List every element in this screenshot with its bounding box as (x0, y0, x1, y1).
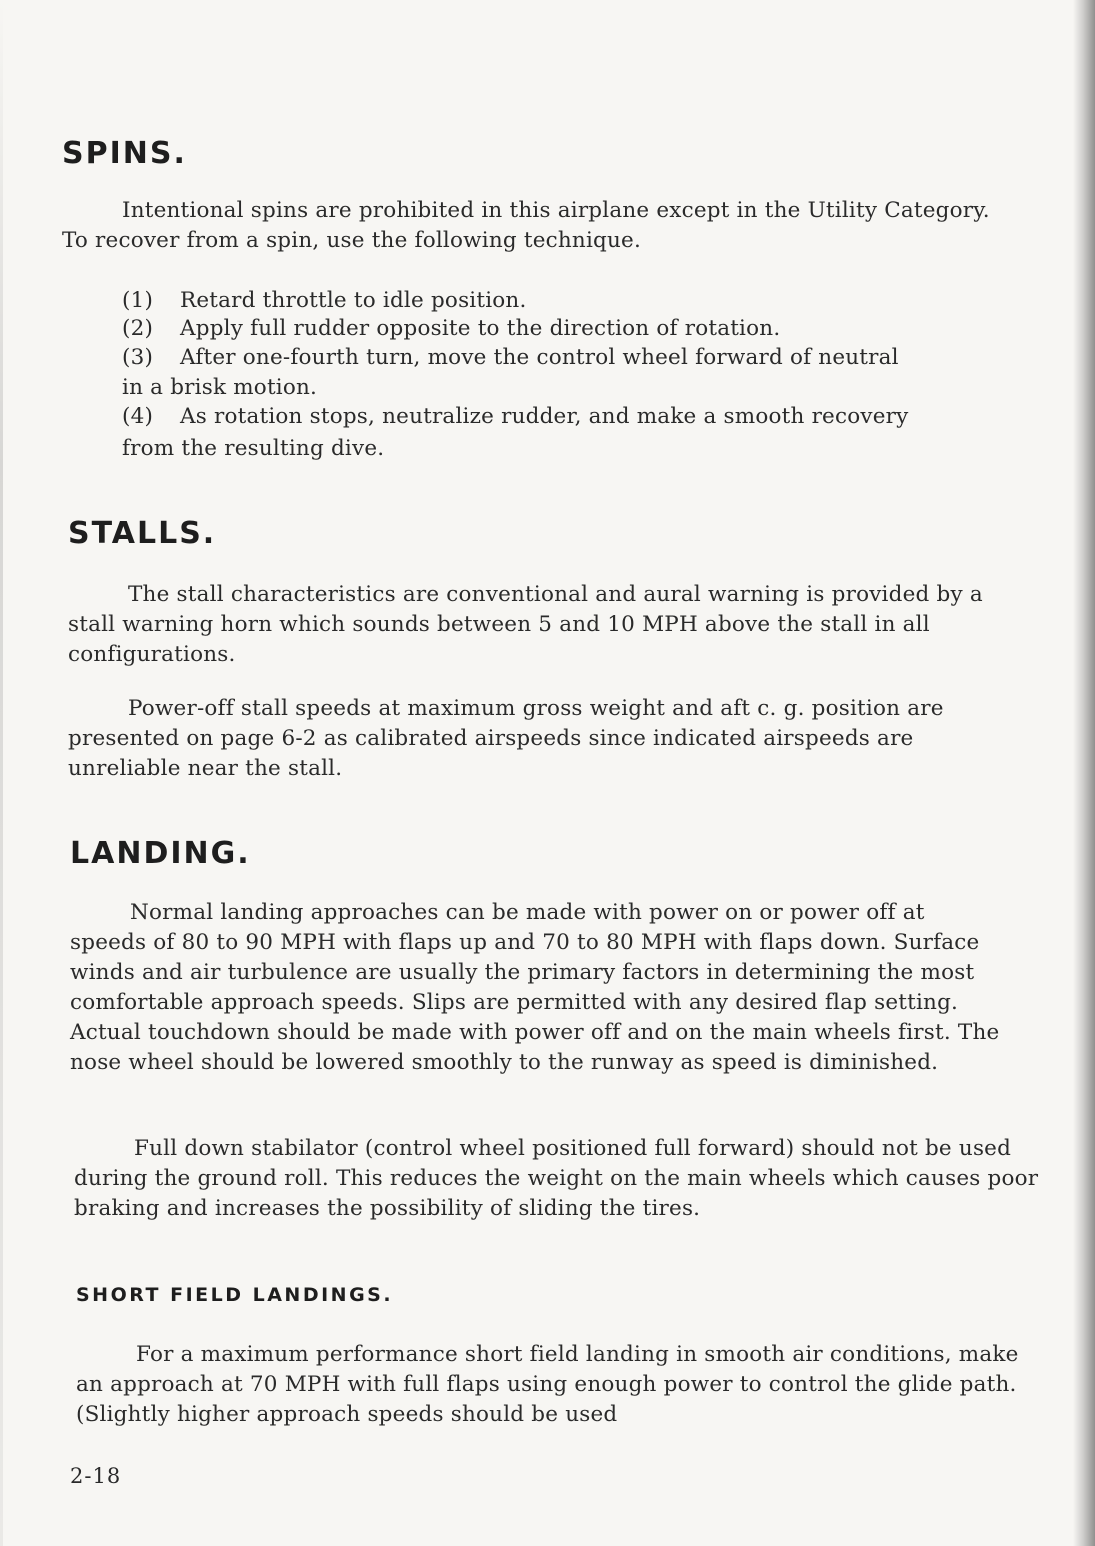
stalls-paragraph-2: Power-off stall speeds at maximum gross weight and aft c. g. position are presented on page 6-2 as calibrated airspeeds since indicated airspeeds are unreliable near the stall. (68, 696, 944, 781)
spin-step-1 (122, 286, 527, 316)
short-field-landings-heading: SHORT FIELD LANDINGS. (76, 1284, 394, 1306)
landing-paragraph-2: Full down stabilator (control wheel positioned full forward) should not be used during the ground roll. This reduces the weight on the main wheels which causes poor braking and increases the possibility of sliding the tires. (74, 1136, 1039, 1221)
spin-step-4-continued: from the resulting dive. (122, 436, 385, 461)
stalls-heading: STALLS. (68, 516, 217, 551)
landing-paragraph-1: Normal landing approaches can be made with power on or power off at speeds of 80 to 90 MPH with flaps up and 70 to 80 MPH with flaps down. Surface winds and air turbulence are usually the primary factors in determining the most comfortable approach speeds. Slips are permitted with any desired flap setting. Actual touchdown should be made with power off and on the main wheels first. The nose wheel should be lowered smoothly to the runway as speed is diminished. (70, 900, 1000, 1075)
short-field-paragraph-1: For a maximum performance short field landing in smooth air conditions, make an approach at 70 MPH with full flaps using enough power to control the glide path. (Slightly higher approach speeds should be used (76, 1342, 1019, 1427)
spins-heading: SPINS. (62, 136, 187, 171)
page-number: 2-18 (70, 1464, 122, 1488)
spin-step-3 (122, 343, 899, 373)
landing-heading: LANDING. (70, 836, 251, 871)
step-number: (2) (122, 316, 154, 341)
step-text: Retard throttle to idle position. (180, 288, 527, 313)
step-number: (4) (122, 404, 154, 429)
stalls-paragraph-1: The stall characteristics are conventional and aural warning is provided by a stall warning horn which sounds between 5 and 10 MPH above the stall in all configurations. (68, 582, 983, 667)
spins-intro: Intentional spins are prohibited in this airplane except in the Utility Category. To recover from a spin, use the following technique. (62, 198, 990, 253)
spin-step-3-continued: in a brisk motion. (122, 375, 318, 400)
step-text: Apply full rudder opposite to the direction of rotation. (180, 316, 781, 341)
step-number: (3) (122, 345, 154, 370)
step-text: After one-fourth turn, move the control wheel forward of neutral (180, 345, 899, 370)
page-left-edge (0, 0, 3, 1546)
step-number: (1) (122, 288, 154, 313)
step-text: As rotation stops, neutralize rudder, and make a smooth recovery (180, 404, 909, 429)
spin-step-4 (122, 402, 908, 432)
page-binding-shadow (1073, 0, 1095, 1546)
spin-step-2 (122, 314, 780, 344)
